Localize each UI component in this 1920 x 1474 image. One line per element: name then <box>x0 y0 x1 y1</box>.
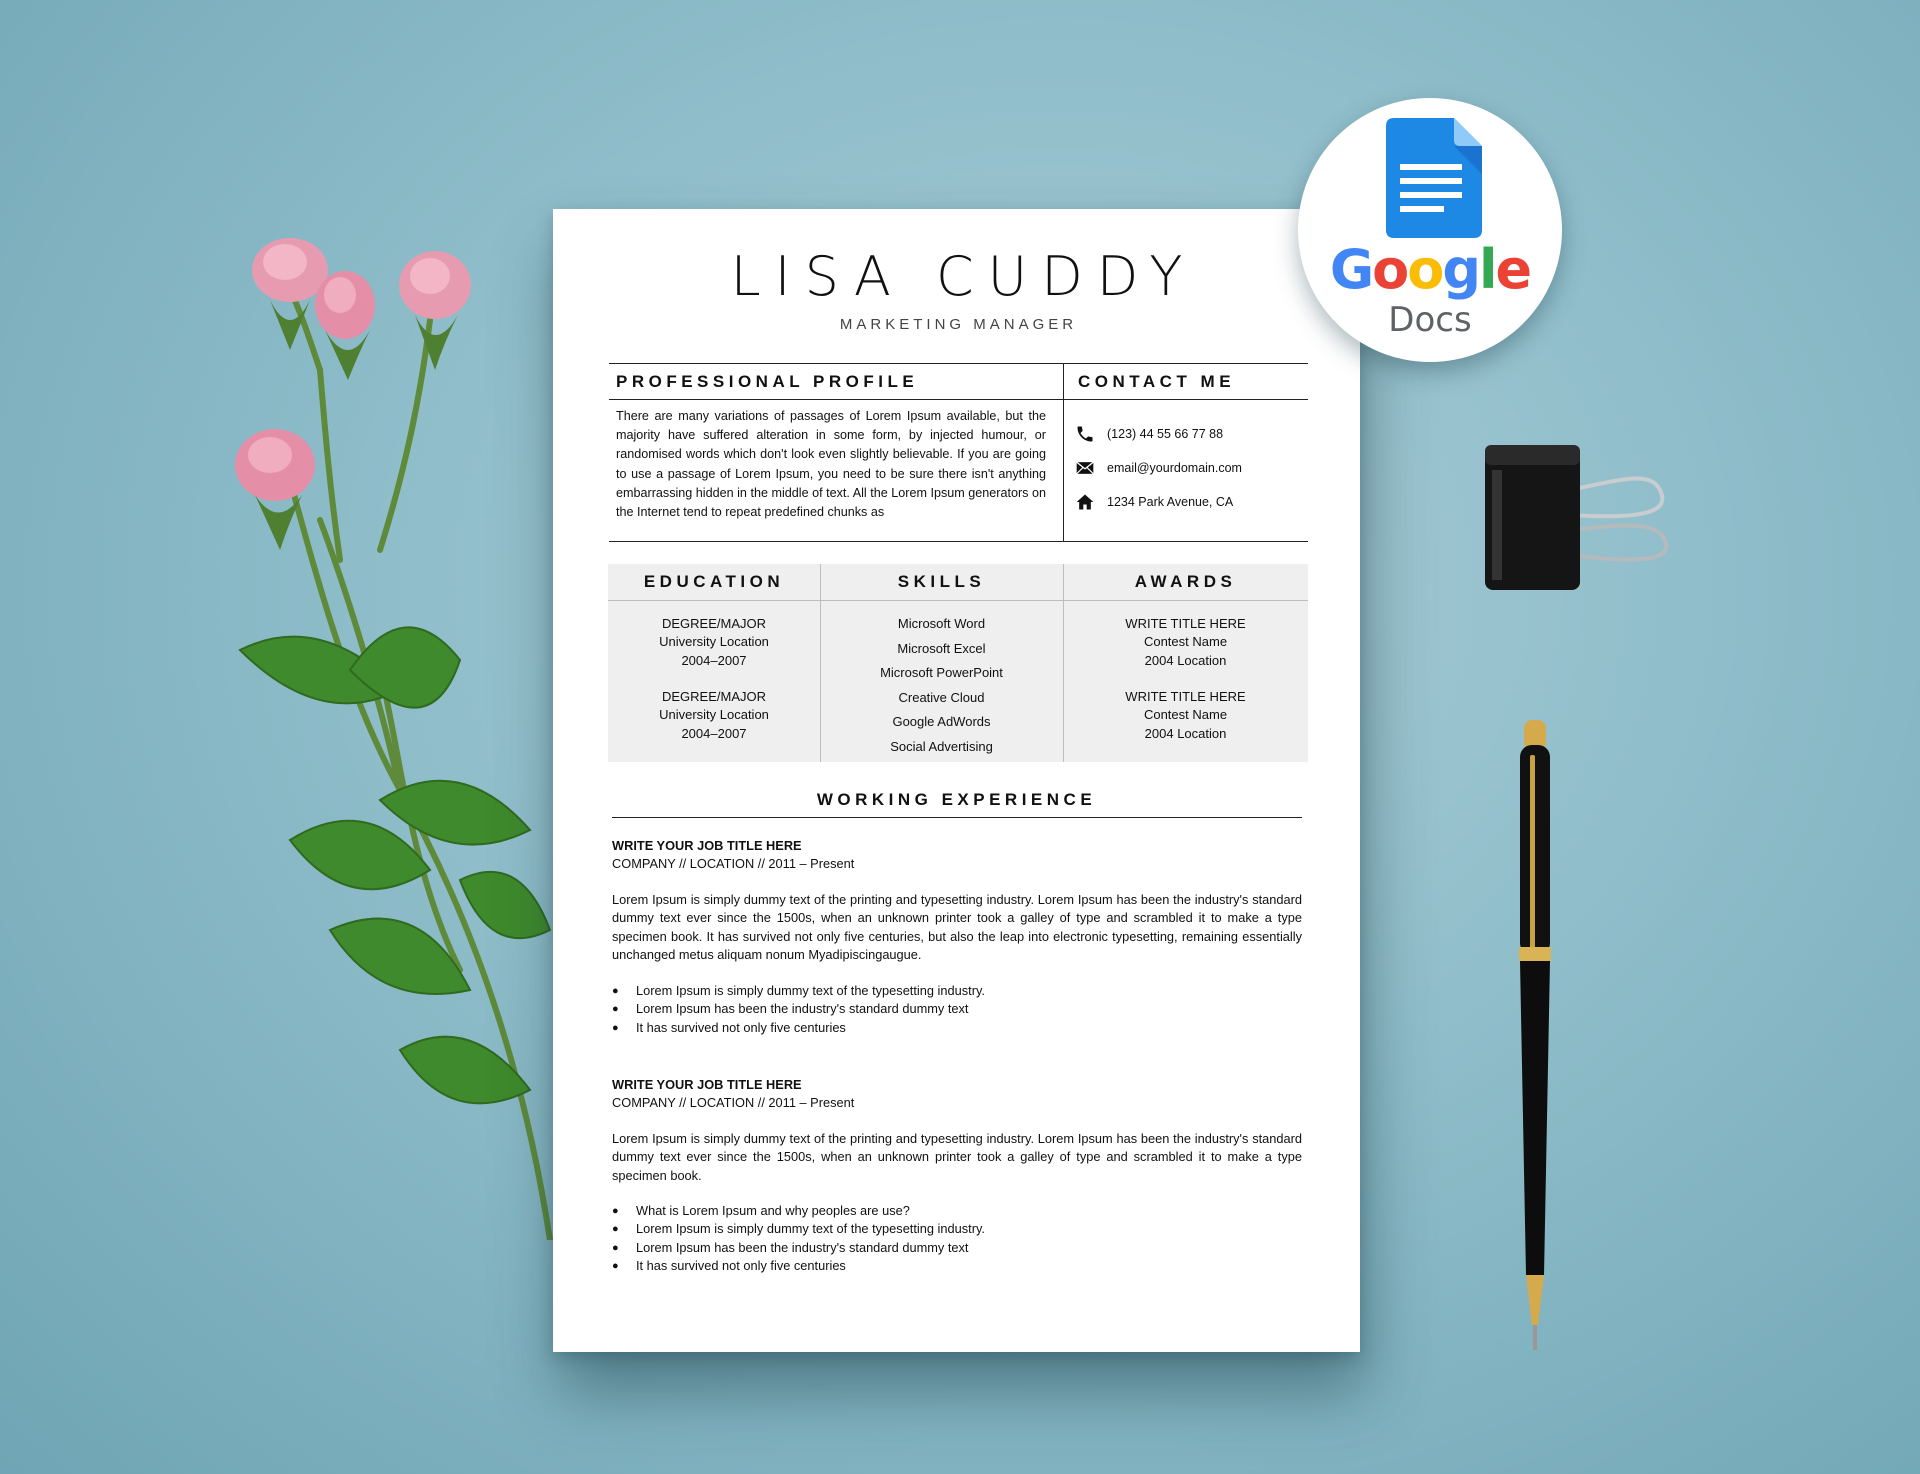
skills-heading: SKILLS <box>897 572 986 591</box>
envelope-icon <box>1075 458 1095 478</box>
bullet-text: Lorem Ipsum is simply dummy text of the typesetting industry. <box>636 1221 985 1237</box>
bullet-text: It has survived not only five centuries <box>636 1257 846 1273</box>
home-icon <box>1075 492 1095 512</box>
skills-list <box>820 612 1063 759</box>
job-company: COMPANY // LOCATION // 2011 – Present <box>612 1095 855 1110</box>
list-item <box>612 1019 985 1037</box>
profile-bottom-rule <box>609 541 1308 542</box>
skill-item: Microsoft Excel <box>897 640 986 656</box>
profile-top-rule <box>609 363 1308 364</box>
google-letter: l <box>1479 238 1496 301</box>
contact-address-text: 1234 Park Avenue, CA <box>1107 495 1234 509</box>
contact-phone <box>1075 424 1223 444</box>
award-location: 2004 Location <box>1144 652 1227 668</box>
award-entry <box>1063 688 1308 743</box>
bullet-text: Lorem Ipsum has been the industry's standard dummy text <box>636 1001 969 1017</box>
contact-heading: CONTACT ME <box>1078 372 1236 391</box>
profile-divider <box>1063 363 1064 541</box>
skill-item: Microsoft Word <box>897 616 986 631</box>
education-entry <box>608 615 820 670</box>
experience-rule <box>612 817 1302 818</box>
bullet-text: Lorem Ipsum has been the industry's standard dummy text <box>636 1239 969 1255</box>
profile-text: There are many variations of passages of Lorem Ipsum available, but the majority have suffered alteration in some form, by injected humour, or randomised words which don't look even slightly believable. If you are going to use a passage of Lorem Ipsum, you need to be sure there isn't anything embarrassing hidden in the middle of text. All the Lorem Ipsum generators on the Internet tend to repeat predefined chunks as <box>616 409 1046 520</box>
google-letter: g <box>1442 238 1480 301</box>
education-heading: EDUCATION <box>643 572 785 591</box>
list-item <box>612 1202 985 1220</box>
columns-head-rule <box>608 600 1308 601</box>
google-letter: o <box>1372 238 1408 301</box>
skill-item: Microsoft PowerPoint <box>880 665 1003 680</box>
phone-icon <box>1075 424 1095 444</box>
google-docs-badge <box>1298 98 1562 362</box>
contact-phone-text: (123) 44 55 66 77 88 <box>1107 427 1224 441</box>
education-entry <box>608 688 820 743</box>
education-location: University Location <box>659 634 769 650</box>
contact-address <box>1075 492 1233 512</box>
award-contest: Contest Name <box>1143 707 1228 723</box>
skill-item: Social Advertising <box>890 738 993 754</box>
job-description: Lorem Ipsum is simply dummy text of the printing and typesetting industry. Lorem Ipsum has been the industry's standard dummy text ever since the 1500s, when an unknown printer took a galley of type and scrambled it to make a type specimen book. It has survived not only five centuries, but also the leap into electronic typesetting, remaining essentially unchanged metus aliquam nonum Myadipiscingaugue. <box>612 892 1302 963</box>
award-entry <box>1063 615 1308 670</box>
bullet-dot: ● <box>612 1223 619 1236</box>
education-degree: DEGREE/MAJOR <box>661 689 766 704</box>
education-years: 2004–2007 <box>681 652 747 668</box>
bullet-text: What is Lorem Ipsum and why peoples are use? <box>636 1203 910 1218</box>
candidate-name: LISA CUDDY <box>730 245 1197 308</box>
award-location: 2004 Location <box>1144 725 1227 741</box>
list-item <box>612 1000 985 1018</box>
list-item <box>612 1220 985 1238</box>
experience-heading: WORKING EXPERIENCE <box>816 790 1097 809</box>
education-location: University Location <box>659 707 769 723</box>
list-item <box>612 982 985 1000</box>
google-wordmark <box>1298 238 1562 301</box>
education-skills-awards-block <box>608 564 1308 762</box>
education-years: 2004–2007 <box>681 725 747 741</box>
job-bullets <box>612 982 985 1037</box>
binder-clip-illustration <box>1480 440 1680 600</box>
award-title: WRITE TITLE HERE <box>1125 616 1246 631</box>
job-description: Lorem Ipsum is simply dummy text of the printing and typesetting industry. Lorem Ipsum has been the industry's standard dummy text ever since the 1500s, when an unknown printer took a galley of type and scrambled it to make a type specimen book. <box>612 1131 1302 1183</box>
google-letter: o <box>1407 238 1443 301</box>
bullet-text: It has survived not only five centuries <box>636 1019 846 1035</box>
contact-email <box>1075 458 1242 478</box>
award-title: WRITE TITLE HERE <box>1125 689 1246 704</box>
profile-heading: PROFESSIONAL PROFILE <box>616 372 919 391</box>
job-title: WRITE YOUR JOB TITLE HERE <box>612 838 802 853</box>
pen-illustration <box>1500 715 1570 1355</box>
google-docs-icon <box>1386 118 1482 238</box>
profile-head-rule <box>609 399 1308 400</box>
award-contest: Contest Name <box>1143 634 1228 650</box>
bullet-dot: ● <box>612 1259 619 1272</box>
bullet-dot: ● <box>612 1205 619 1217</box>
education-degree: DEGREE/MAJOR <box>661 616 766 631</box>
google-letter: G <box>1329 238 1373 301</box>
job-title: WRITE YOUR JOB TITLE HERE <box>612 1077 802 1092</box>
skill-item: Google AdWords <box>892 714 991 729</box>
contact-email-text: email@yourdomain.com <box>1107 461 1242 475</box>
job-bullets <box>612 1202 985 1275</box>
google-letter: e <box>1495 238 1531 301</box>
list-item <box>612 1239 985 1257</box>
skill-item: Creative Cloud <box>898 689 985 705</box>
bullet-dot: ● <box>612 985 619 997</box>
job-company: COMPANY // LOCATION // 2011 – Present <box>612 856 855 871</box>
bullet-text: Lorem Ipsum is simply dummy text of the typesetting industry. <box>636 983 985 998</box>
awards-heading: AWARDS <box>1134 572 1237 591</box>
docs-label: Docs <box>1388 300 1472 340</box>
candidate-role: MARKETING MANAGER <box>839 316 1078 333</box>
bullet-dot: ● <box>612 1003 619 1016</box>
list-item <box>612 1257 985 1275</box>
bullet-dot: ● <box>612 1021 619 1034</box>
resume-page <box>553 209 1360 1352</box>
bullet-dot: ● <box>612 1241 619 1254</box>
